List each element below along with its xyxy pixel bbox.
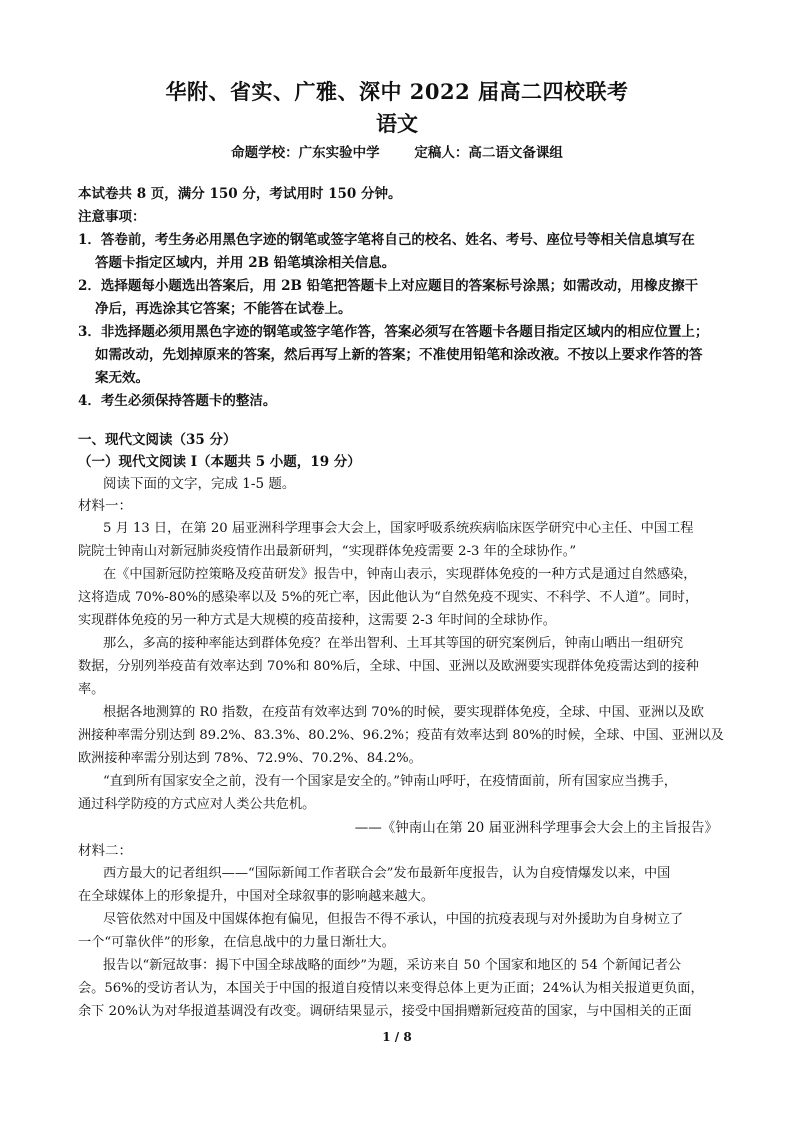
exam-subject: 语文 <box>376 111 418 136</box>
notice-line: 3．非选择题必须用黑色字迹的钢笔或签字笔作答，答案必须写在答题卡各题目指定区域内的相应位置上； <box>78 324 709 340</box>
material1-line: 通过科学防疫的方式应对人类公共危机。 <box>78 797 316 812</box>
material1-line: 欧洲接种率需分别达到 78%、72.9%、70.2%、84.2%。 <box>78 751 422 766</box>
material2-line: 会。56%的受访者认为，本国关于中国的报道自疫情以来变得总体上更为正面；24%认为相关报道更负面， <box>78 981 704 996</box>
material1-attribution: ——《钟南山在第 20 届亚洲科学理事会大会上的主旨报告》 <box>354 820 718 836</box>
notice-heading: 注意事项： <box>78 209 146 225</box>
section-instruction: 阅读下面的文字，完成 1-5 题。 <box>103 476 296 492</box>
section-subheading: （一）现代文阅读 I（本题共 5 小题，19 分） <box>78 454 361 470</box>
school-label: 命题学校：广东实验中学 <box>231 145 380 161</box>
material1-line: 数据，分别列举疫苗有效率达到 70%和 80%后，全球、中国、亚洲以及欧洲要实现群体免疫需达到的接种 <box>78 659 699 674</box>
notice-line: 如需改动，先划掉原来的答案，然后再写上新的答案；不准使用铅笔和涂改液。不按以上要求作答的答 <box>95 347 703 363</box>
material1-line: 这将造成 70%-80%的感染率以及 5%的死亡率，因此他认为“自然免疫不现实、不科学、不人道”。同时， <box>78 590 699 605</box>
material1-line: 5 月 13 日，在第 20 届亚洲科学理事会大会上，国家呼吸系统疾病临床医学研究中心主任、中国工程 <box>103 521 694 536</box>
material2-line: 西方最大的记者组织——“国际新闻工作者联合会”发布最新年度报告，认为自疫情爆发以来，中国 <box>103 866 671 881</box>
notice-line: 答题卡指定区域内，并用 2B 铅笔填涂相关信息。 <box>95 255 396 271</box>
exam-summary: 本试卷共 8 页，满分 150 分，考试用时 150 分钟。 <box>78 186 402 202</box>
notice-line: 净后，再选涂其它答案；不能答在试卷上。 <box>95 301 352 317</box>
material2-line: 尽管依然对中国及中国媒体抱有偏见，但报告不得不承认，中国的抗疫表现与对外援助为自身树立了 <box>103 912 684 927</box>
material1-line: 那么，多高的接种率能达到群体免疫？在举出智利、土耳其等国的研究案例后，钟南山晒出一组研究 <box>103 636 684 651</box>
material1-line: 在《中国新冠防控策略及疫苗研发》报告中，钟南山表示，实现群体免疫的一种方式是通过自然感染， <box>103 567 697 582</box>
notice-line: 4．考生必须保持答题卡的整洁。 <box>78 393 277 409</box>
material1-line: 率。 <box>78 682 105 697</box>
material1-label: 材料一： <box>78 498 132 514</box>
material1-line: 院院士钟南山对新冠肺炎疫情作出最新研判，“实现群体免疫需要 2-3 年的全球协作。” <box>78 544 577 559</box>
material1-line: 根据各地测算的 R0 指数，在疫苗有效率达到 70%的时候，要实现群体免疫，全球、中国、亚洲以及欧 <box>103 705 704 720</box>
notice-line: 2．选择题每小题选出答案后，用 2B 铅笔把答题卡上对应题目的答案标号涂黑；如需改动，用橡皮擦干 <box>78 278 699 294</box>
page-number: 1 / 8 <box>382 1030 412 1044</box>
material2-line: 报告以“新冠故事：揭下中国全球战略的面纱”为题，采访来自 50 个国家和地区的 54 个新闻记者公 <box>103 958 682 973</box>
notice-line: 案无效。 <box>95 370 149 386</box>
material2-line: 余下 20%认为对华报道基调没有改变。调研结果显示，接受中国捐赠新冠疫苗的国家，与中国相关的正面 <box>78 1004 692 1019</box>
exam-title: 华附、省实、广雅、深中 2022 届高二四校联考 <box>165 79 629 104</box>
notice-line: 1．答卷前，考生务必用黑色字迹的钢笔或签字笔将自己的校名、姓名、考号、座位号等相关信息填写在 <box>78 232 695 248</box>
material2-line: 在全球媒体上的形象提升，中国对全球叙事的影响越来越大。 <box>78 889 435 904</box>
material1-line: “直到所有国家安全之前，没有一个国家是安全的。”钟南山呼吁，在疫情面前，所有国家应当携手， <box>103 774 677 789</box>
material2-line: 一个“可靠伙伴”的形象，在信息战中的力量日渐壮大。 <box>78 935 395 950</box>
material1-line: 洲接种率需分别达到 89.2%、83.3%、80.2%、96.2%；疫苗有效率达到 80%的时候，全球、中国、亚洲以及 <box>78 728 724 743</box>
exam-credits <box>0 141 794 161</box>
material2-label: 材料二： <box>78 843 132 859</box>
finalizer-label: 定稿人：高二语文备课组 <box>414 145 563 161</box>
section-heading: 一、现代文阅读（35 分） <box>78 432 237 448</box>
material1-line: 实现群体免疫的另一种方式是大规模的疫苗接种，这需要 2-3 年时间的全球协作。 <box>78 613 556 628</box>
